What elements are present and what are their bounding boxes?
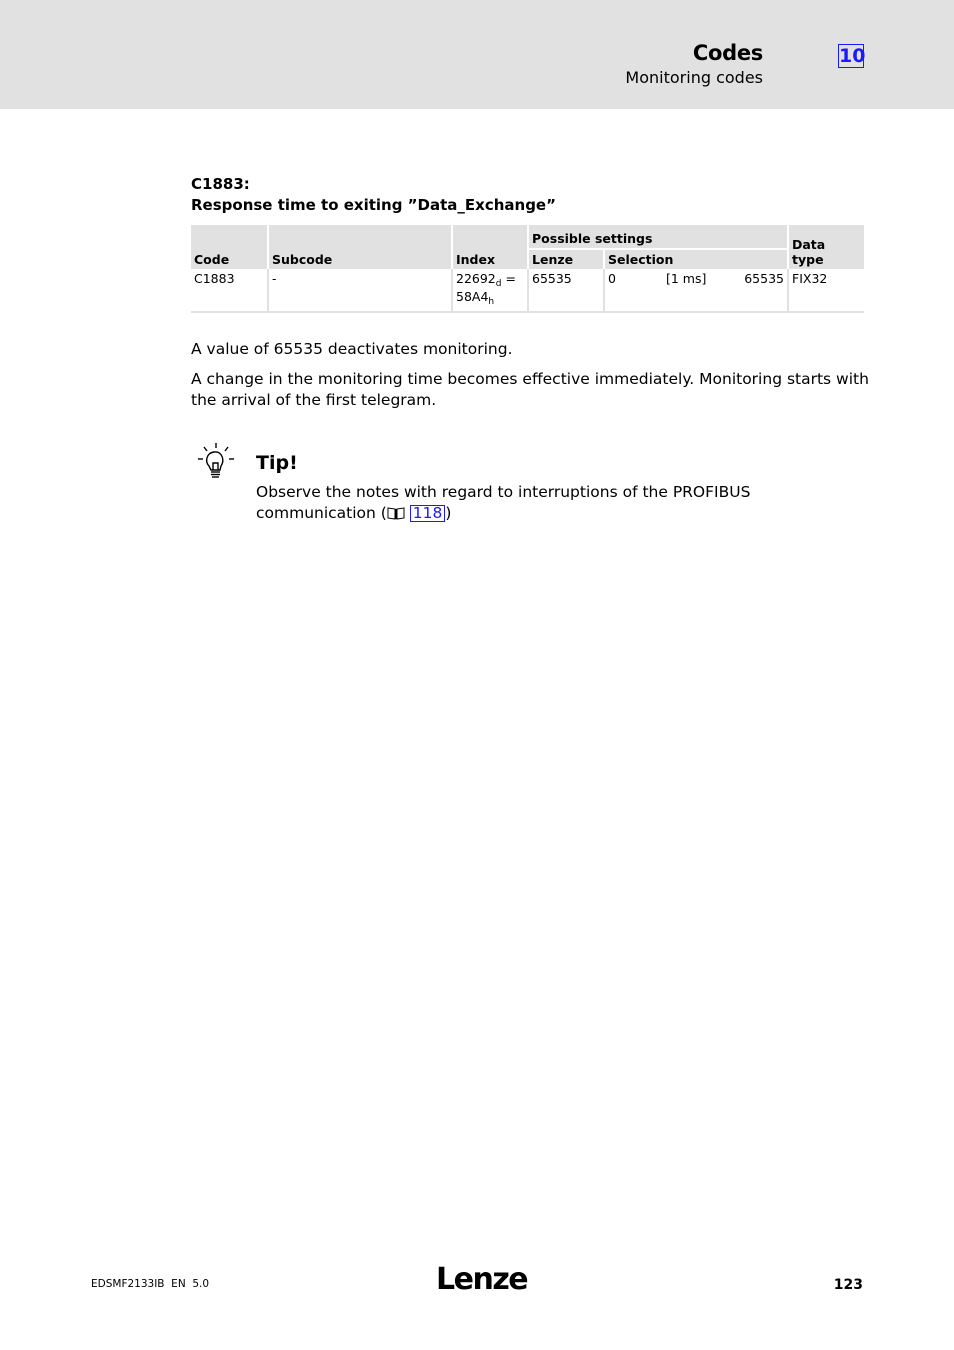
- brand-logo: Lenze: [436, 1262, 528, 1297]
- chapter-title: Codes: [692, 41, 763, 65]
- selection-unit: [1 ms]: [666, 271, 707, 286]
- page-reference-link[interactable]: 118: [410, 505, 446, 522]
- header-code: Code: [191, 225, 268, 269]
- paragraph-deactivation: A value of 65535 deactivates monitoring.: [191, 340, 513, 358]
- header-lenze: Lenze: [528, 249, 604, 269]
- code-heading: [191, 174, 556, 216]
- table-row: [191, 269, 864, 312]
- header-possible-settings: Possible settings: [528, 225, 788, 249]
- header-selection: Selection: [604, 249, 788, 269]
- paragraph-effective: A change in the monitoring time becomes effective immediately. Monitoring starts with the arrival of the first telegram.: [191, 370, 869, 409]
- footer-document-id: EDSMF2133IB EN 5.0: [91, 1278, 210, 1290]
- selection-max: 65535: [744, 271, 784, 286]
- header-index: Index: [452, 225, 528, 269]
- selection-min: 0: [608, 271, 616, 286]
- cell-lenze: 65535: [528, 269, 604, 312]
- tip-text: [256, 482, 776, 524]
- code-heading-id: C1883:: [191, 175, 250, 193]
- tip-text-close: ): [445, 504, 452, 522]
- index-decimal: 22692: [456, 271, 496, 286]
- header-band: [0, 0, 954, 109]
- tip-title: Tip!: [256, 452, 298, 474]
- header-data-type: Data type: [788, 225, 864, 269]
- chapter-number-link[interactable]: 10: [839, 45, 866, 67]
- tip-text-body: Observe the notes with regard to interruptions of the PROFIBUS communication (: [256, 483, 751, 522]
- index-equals: =: [501, 271, 516, 286]
- index-decimal-suffix: d: [495, 279, 502, 289]
- cell-data-type: FIX32: [788, 269, 864, 312]
- parameter-table: [191, 225, 864, 313]
- index-hex-suffix: h: [488, 297, 495, 307]
- lightbulb-icon: [196, 442, 236, 482]
- code-heading-title: Response time to exiting ”Data_Exchange”: [191, 196, 556, 214]
- header-subcode: Subcode: [268, 225, 452, 269]
- cell-selection: [604, 269, 788, 312]
- page-number: 123: [833, 1277, 863, 1293]
- cell-index: [452, 269, 528, 312]
- book-icon: [387, 506, 405, 520]
- index-hex: 58A4: [456, 289, 489, 304]
- chapter-subtitle: Monitoring codes: [625, 68, 763, 87]
- cell-subcode: -: [268, 269, 452, 312]
- cell-code: C1883: [191, 269, 268, 312]
